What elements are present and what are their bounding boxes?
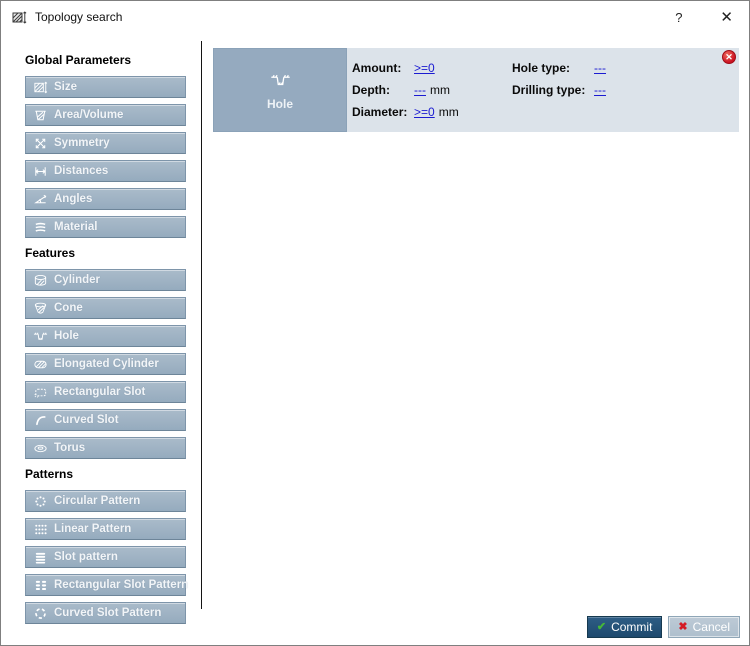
sidebar-item-angles[interactable] [25, 188, 186, 210]
hole-icon [32, 328, 48, 344]
red-x-icon: ✖ [678, 620, 688, 633]
hole-icon [270, 70, 291, 91]
cylinder-icon [32, 272, 48, 288]
sidebar-item-label: Curved Slot [54, 414, 119, 426]
material-icon [32, 219, 48, 235]
sidebar-item-label: Circular Pattern [54, 495, 141, 507]
cancel-button[interactable] [668, 616, 740, 638]
field-row-hole-type [512, 61, 606, 75]
amount-value-link[interactable]: >=0 [414, 61, 435, 75]
sidebar-item-label: Elongated Cylinder [54, 358, 159, 370]
field-label: Diameter: [352, 105, 408, 119]
elongated-cylinder-icon [32, 356, 48, 372]
dialog-content [1, 33, 749, 646]
sidebar-item-label: Curved Slot Pattern [54, 607, 162, 619]
sidebar-item-label: Hole [54, 330, 79, 342]
hole-type-value-link[interactable]: --- [594, 61, 606, 75]
checkmark-icon: ✔ [596, 620, 607, 633]
close-icon[interactable]: ✕ [720, 8, 733, 26]
sidebar-item-elongated-cylinder[interactable] [25, 353, 186, 375]
sidebar-item-rectangular-slot[interactable] [25, 381, 186, 403]
angles-icon [32, 191, 48, 207]
sidebar-item-cone[interactable] [25, 297, 186, 319]
dialog-footer [587, 616, 740, 638]
field-label: Hole type: [512, 61, 571, 75]
cancel-button-label: Cancel [692, 620, 730, 634]
section-heading-features: Features [25, 246, 76, 260]
field-row-drilling-type [512, 83, 606, 97]
sidebar-item-label: Cylinder [54, 274, 101, 286]
symmetry-icon [32, 135, 48, 151]
field-row-amount [352, 61, 512, 75]
field-label: Amount: [352, 61, 402, 75]
hole-feature-card [213, 48, 739, 132]
rectangular-slot-pattern-icon [32, 577, 48, 593]
sidebar [1, 41, 202, 619]
sidebar-item-label: Slot pattern [54, 551, 118, 563]
linear-pattern-icon [32, 521, 48, 537]
sidebar-item-label: Linear Pattern [54, 523, 132, 535]
remove-card-icon[interactable]: ✕ [722, 50, 736, 64]
sidebar-item-symmetry[interactable] [25, 132, 186, 154]
depth-value-link[interactable]: --- [414, 83, 426, 97]
sidebar-item-label: Cone [54, 302, 83, 314]
sidebar-item-label: Distances [54, 165, 109, 177]
commit-button-label: Commit [611, 620, 653, 634]
hole-card-header[interactable] [213, 48, 347, 132]
circular-pattern-icon [32, 493, 48, 509]
field-row-diameter [352, 105, 512, 119]
sidebar-item-label: Rectangular Slot [54, 386, 146, 398]
topology-search-icon [11, 9, 28, 26]
area-volume-icon [32, 107, 48, 123]
field-unit: mm [430, 83, 450, 97]
sidebar-item-linear-pattern[interactable] [25, 518, 186, 540]
rectangular-slot-icon [32, 384, 48, 400]
size-icon [32, 79, 48, 95]
distances-icon [32, 163, 48, 179]
sidebar-item-distances[interactable] [25, 160, 186, 182]
sidebar-item-label: Size [54, 81, 78, 93]
diameter-value-link[interactable]: >=0 [414, 105, 435, 119]
window-title: Topology search [35, 10, 123, 24]
field-row-depth [352, 83, 512, 97]
field-label: Drilling type: [512, 83, 586, 97]
sidebar-item-torus[interactable] [25, 437, 186, 459]
sidebar-item-curved-slot[interactable] [25, 409, 186, 431]
drilling-type-value-link[interactable]: --- [594, 83, 606, 97]
sidebar-item-hole[interactable] [25, 325, 186, 347]
sidebar-item-rectangular-slot-pattern[interactable] [25, 574, 189, 596]
help-button[interactable]: ? [675, 9, 683, 25]
field-unit: mm [438, 105, 459, 119]
section-heading-patterns: Patterns [25, 467, 74, 481]
commit-button[interactable] [587, 616, 663, 638]
curved-slot-pattern-icon [32, 605, 48, 621]
search-canvas [202, 33, 749, 646]
sidebar-item-label: Symmetry [54, 137, 110, 149]
sidebar-item-cylinder[interactable] [25, 269, 186, 291]
slot-pattern-icon [32, 549, 48, 565]
sidebar-item-curved-slot-pattern[interactable] [25, 602, 186, 624]
torus-icon [32, 440, 48, 456]
sidebar-item-label: Material [54, 221, 98, 233]
cone-icon [32, 300, 48, 316]
sidebar-item-size[interactable] [25, 76, 186, 98]
sidebar-item-material[interactable] [25, 216, 186, 238]
sidebar-item-slot-pattern[interactable] [25, 546, 186, 568]
field-label: Depth: [352, 83, 390, 97]
hole-card-title: Hole [266, 96, 293, 111]
sidebar-item-label: Rectangular Slot Pattern [54, 579, 189, 591]
title-bar [1, 1, 749, 33]
hole-card-body [347, 48, 739, 132]
sidebar-item-area-volume[interactable] [25, 104, 186, 126]
sidebar-item-label: Angles [54, 193, 93, 205]
sidebar-item-label: Area/Volume [54, 109, 124, 121]
sidebar-item-label: Torus [54, 442, 86, 454]
curved-slot-icon [32, 412, 48, 428]
section-heading-global-parameters: Global Parameters [25, 53, 132, 67]
sidebar-item-circular-pattern[interactable] [25, 490, 186, 512]
